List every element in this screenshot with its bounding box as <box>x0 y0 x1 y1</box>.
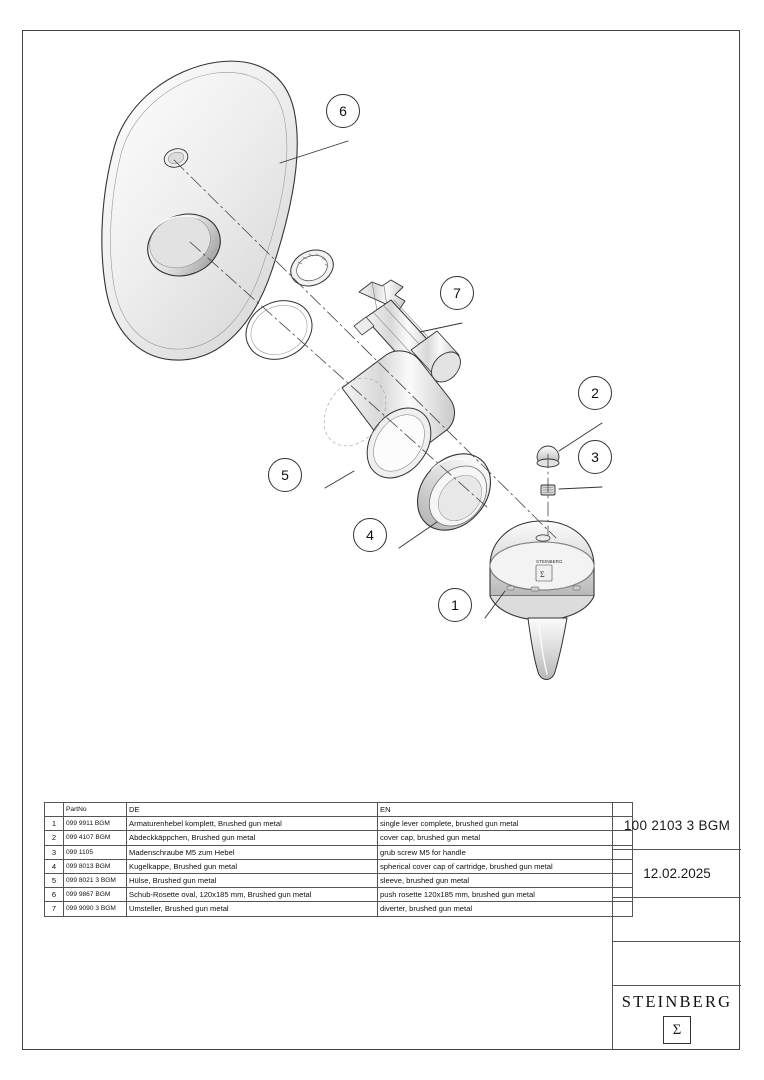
cell-en: spherical cover cap of cartridge, brushed gun metal <box>378 859 633 873</box>
cell-partno: 099 4107 BGM <box>64 831 127 845</box>
cell-en: sleeve, brushed gun metal <box>378 874 633 888</box>
balloon-label: 4 <box>366 527 374 543</box>
table-row <box>45 831 633 845</box>
cell-pos: 2 <box>45 831 64 845</box>
balloon-4[interactable] <box>353 518 387 552</box>
cell-en: diverter, brushed gun metal <box>378 902 633 916</box>
table-row <box>45 845 633 859</box>
balloon-7[interactable] <box>440 276 474 310</box>
cell-pos: 3 <box>45 845 64 859</box>
balloon-label: 6 <box>339 103 347 119</box>
part-spline-ring-7 <box>285 244 339 293</box>
cell-partno: 099 9090 3 BGM <box>64 902 127 916</box>
cell-pos: 7 <box>45 902 64 916</box>
table-row <box>45 902 633 916</box>
part-lever-body-1 <box>490 521 594 680</box>
balloon-label: 7 <box>453 285 461 301</box>
table-row <box>45 888 633 902</box>
cell-de: Umsteller, Brushed gun metal <box>127 902 378 916</box>
cell-de: Schub-Rosette oval, 120x185 mm, Brushed gun metal <box>127 888 378 902</box>
table-row <box>45 859 633 873</box>
balloon-label: 3 <box>591 449 599 465</box>
body-brand-text: STEINBERG <box>536 559 563 564</box>
cell-de: Kugelkappe, Brushed gun metal <box>127 859 378 873</box>
balloon-5[interactable] <box>268 458 302 492</box>
balloon-6[interactable] <box>326 94 360 128</box>
brand-logo-block <box>613 986 741 1050</box>
balloon-1[interactable] <box>438 588 472 622</box>
part-rosette-6 <box>102 61 297 360</box>
balloon-label: 1 <box>451 597 459 613</box>
title-block-empty-row-1 <box>613 898 741 942</box>
header-pos <box>45 803 64 817</box>
cell-de: Abdeckkäppchen, Brushed gun metal <box>127 831 378 845</box>
table-header-row <box>45 803 633 817</box>
cell-de: Hülse, Brushed gun metal <box>127 874 378 888</box>
cell-pos: 5 <box>45 874 64 888</box>
model-number: 100 2103 3 BGM <box>613 802 741 850</box>
balloon-label: 5 <box>281 467 289 483</box>
cell-pos: 6 <box>45 888 64 902</box>
cell-pos: 1 <box>45 817 64 831</box>
cell-en: push rosette 120x185 mm, brushed gun metal <box>378 888 633 902</box>
cell-en: grub screw M5 for handle <box>378 845 633 859</box>
table-row <box>45 874 633 888</box>
brand-mark-icon: Ʃ <box>663 1016 691 1044</box>
cell-partno: 099 8013 BGM <box>64 859 127 873</box>
parts-list-table <box>44 802 633 917</box>
cell-partno: 099 9867 BGM <box>64 888 127 902</box>
table-row <box>45 817 633 831</box>
brand-name: STEINBERG <box>621 992 733 1011</box>
title-block-empty-row-2 <box>613 942 741 986</box>
title-block <box>612 802 740 1050</box>
cell-en: cover cap, brushed gun metal <box>378 831 633 845</box>
cell-partno: 099 1105 <box>64 845 127 859</box>
header-en: EN <box>378 803 633 817</box>
center-axis <box>174 160 556 538</box>
balloon-label: 2 <box>591 385 599 401</box>
cell-de: Armaturenhebel komplett, Brushed gun metal <box>127 817 378 831</box>
drawing-date: 12.02.2025 <box>613 850 741 898</box>
cell-pos: 4 <box>45 859 64 873</box>
header-partno: PartNo <box>64 803 127 817</box>
cell-partno: 099 9911 BGM <box>64 817 127 831</box>
balloon-3[interactable] <box>578 440 612 474</box>
header-de: DE <box>127 803 378 817</box>
cell-partno: 099 8021 3 BGM <box>64 874 127 888</box>
cell-en: single lever complete, brushed gun metal <box>378 817 633 831</box>
cell-de: Madenschraube M5 zum Hebel <box>127 845 378 859</box>
balloon-2[interactable] <box>578 376 612 410</box>
svg-text:Ʃ: Ʃ <box>540 570 545 579</box>
